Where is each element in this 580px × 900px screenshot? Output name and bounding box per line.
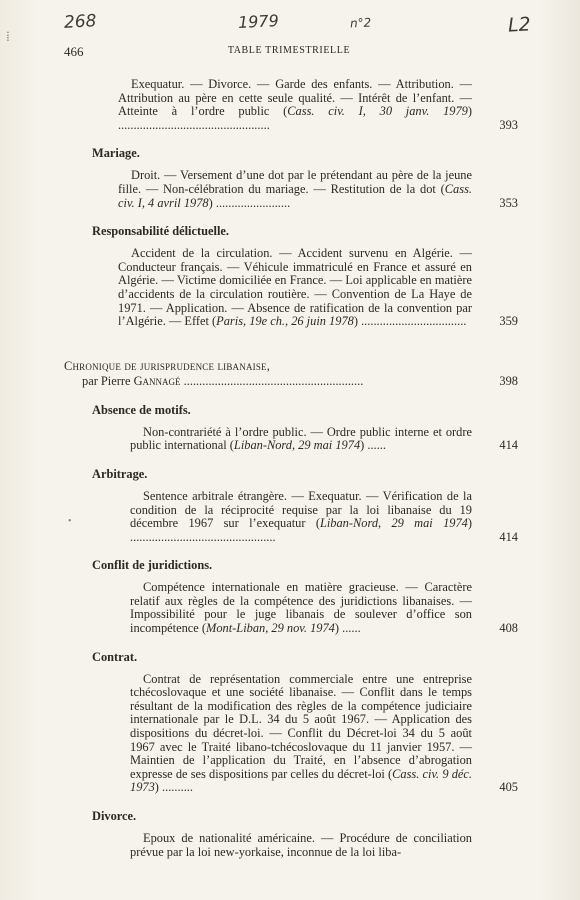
section-heading: Absence de motifs. xyxy=(92,402,191,417)
section-heading: Mariage. xyxy=(92,146,140,161)
running-title: TABLE TRIMESTRIELLE xyxy=(227,45,351,56)
entry-text xyxy=(64,673,518,795)
chronique-author: Gannagé xyxy=(133,373,181,388)
page-number: 466 xyxy=(64,44,84,59)
chronique-byline xyxy=(64,374,518,389)
chronique-entry xyxy=(64,359,518,389)
index-entry xyxy=(64,490,518,544)
leader-dots: ) ............................................... xyxy=(130,516,473,544)
index-entry xyxy=(64,581,518,635)
entry-page-ref: 414 xyxy=(499,438,518,453)
entry-text-part: Exequatur. — Divorce. — Garde des enfants. — Attribution. — Attribution au père en cette seule qualité. — Intérêt de l’enfant. — Atteinte à l’ordre public ( xyxy=(118,77,472,119)
entry-text-part: Droit. — Versement d’une dot par le prétendant au père de la jeune fille. — Non-célébration du mariage. — Restitution de la dot ( xyxy=(118,168,472,196)
byline-prefix: par Pierre xyxy=(82,373,134,388)
entry-text-part: Epoux de nationalité américaine. — Procédure de conciliation prévue par la loi new-yorkaise, inconnue de la loi liba- xyxy=(130,831,472,859)
margin-mark: ⁞ xyxy=(6,30,10,45)
entry-text-part: Sentence arbitrale étrangère. — Exequatur. — Vérification de la condition de la réciprocité requise par la loi libanaise du 19 décembre 1967 sur l’exequatur ( xyxy=(130,488,472,531)
entry-page-ref: 393 xyxy=(499,117,518,132)
entry-page-ref: 359 xyxy=(499,314,518,329)
index-entry xyxy=(64,832,518,859)
entry-text-part: Non-contrariété à l’ordre public. — Ordre public interne et ordre public international ( xyxy=(130,424,472,453)
index-entry xyxy=(64,247,518,329)
entry-text-part: Accident de la circulation. — Accident survenu en Algérie. — Conducteur français. — Véhicule immatriculé en France et assuré en Algérie. — Victime domiciliée en France. — Loi applicable en matière d’accidents de la circulation routière. — Convention de La Haye de 1971. — Application. — Absence de ratification de la convention par l’Algérie. — Effet ( xyxy=(118,246,472,329)
entry-text xyxy=(64,581,518,635)
entry-text-part: Compétence internationale en matière gracieuse. — Caractère relatif aux règles de la compétence des juridictions libanaises. — Impossibilité pour le juge libanais de soulever d’office son incompétence ( xyxy=(130,580,472,636)
entry-page-ref: 353 xyxy=(499,195,518,210)
chronique-title: Chronique de jurisprudence libanaise, xyxy=(64,358,271,373)
entry-page-ref: 405 xyxy=(499,780,518,795)
entry-page-ref: 408 xyxy=(499,621,518,636)
handwritten-note-year: 1979 xyxy=(237,10,280,33)
chronique-page-ref: 398 xyxy=(499,373,518,388)
section-heading: Arbitrage. xyxy=(92,466,148,481)
leader-dots: ) ........................ xyxy=(208,195,291,210)
leader-dots: ) ...... xyxy=(334,621,361,636)
entry-citation: Paris, 19e ch., 26 juin 1978 xyxy=(216,314,354,329)
running-header xyxy=(64,44,514,62)
entry-text-part: Contrat de représentation commerciale entre une entreprise tchécoslovaque et une société libanaise. — Conflit dans le temps résultant de la modification des règles de la compétence judiciaire internationale par le D.L. 34 du 5 août 1967. — Application des dispositions du décret-loi. — Conflit du Décret-loi 34 du 5 août 1967 avec le Traité libano-tchécoslovaque du 11 janvier 1957. — Maintien de l’application du Traité, en l’absence d’abrogation expresse de ses dispositions par celles du décret-loi ( xyxy=(130,671,472,781)
handwritten-note-l2: L2 xyxy=(507,13,532,37)
leader-dots: ) .................................. xyxy=(353,314,467,329)
margin-mark: • xyxy=(68,516,72,527)
leader-dots: ) ................................................. xyxy=(118,104,472,132)
section-heading: Contrat. xyxy=(92,649,138,664)
entry-text xyxy=(64,78,518,132)
entry-text xyxy=(64,490,518,544)
index-entry xyxy=(64,673,518,795)
entry-text xyxy=(64,832,518,859)
index-entry xyxy=(64,78,518,132)
section-heading: Conflit de juridictions. xyxy=(92,558,213,573)
section-heading: Responsabilité délictuelle. xyxy=(92,224,229,239)
section-heading: Divorce. xyxy=(92,809,137,823)
entry-citation: Liban-Nord, 29 mai 1974 xyxy=(233,438,361,453)
entry-text xyxy=(64,426,518,453)
entry-citation: Mont-Liban, 29 nov. 1974 xyxy=(206,621,335,636)
entry-text xyxy=(64,169,518,210)
entry-citation: Cass. civ. I, 30 janv. 1979 xyxy=(287,104,468,119)
leader-dots: ) .......... xyxy=(154,780,193,795)
chronique-subsections xyxy=(64,403,518,859)
index-entry xyxy=(64,169,518,210)
leader-dots: ) ...... xyxy=(360,438,386,453)
entry-citation: Cass. civ. I, 4 avril 1978 xyxy=(118,181,472,210)
index-content xyxy=(64,78,518,859)
entry-citation: Cass. civ. 9 déc. 1973 xyxy=(130,766,472,795)
index-entry xyxy=(64,426,518,453)
entry-citation: Liban-Nord, 29 mai 1974 xyxy=(319,516,468,531)
entry-page-ref: 414 xyxy=(499,529,518,544)
handwritten-note-268: 268 xyxy=(63,11,97,33)
entry-text xyxy=(64,247,518,329)
leader-dots: .......................................................... xyxy=(180,373,364,388)
handwritten-note-issue: n°2 xyxy=(349,15,372,31)
